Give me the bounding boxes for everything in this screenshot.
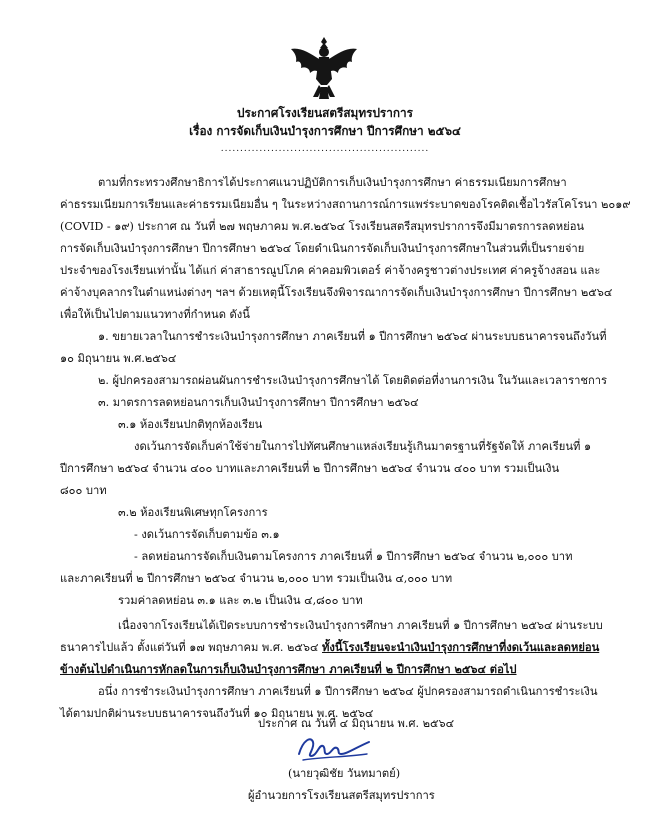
item1-line-1: ๑. ขยายเวลาในการชำระเงินบำรุงการศึกษา ภาคเรียนที่ ๑ ปีการศึกษา ๒๕๖๔ ผ่านระบบธนาคารจนถึงวันที่ [98, 330, 607, 343]
item3-2-bullet-1: - งดเว้นการจัดเก็บตามข้อ ๓.๑ [134, 528, 280, 541]
item2-line: ๒. ผู้ปกครองสามารถผ่อนผันการชำระเงินบำรุงการศึกษาได้ โดยติดต่อที่งานการเงิน ในวันและเวลาราชการ [98, 374, 608, 387]
item3-line: ๓. มาตรการลดหย่อนการเก็บเงินบำรุงการศึกษา ปีการศึกษา ๒๕๖๔ [98, 396, 419, 409]
document-title: ประกาศโรงเรียนสตรีสมุทรปราการ [236, 106, 414, 120]
item3-1-line-2: ปีการศึกษา ๒๕๖๔ จำนวน ๔๐๐ บาทและภาคเรียนที่ ๒ ปีการศึกษา ๒๕๖๔ จำนวน ๔๐๐ บาท รวมเป็นเงิน [60, 462, 560, 475]
item3-1-line-1: งดเว้นการจัดเก็บค่าใช้จ่ายในการไปทัศนศึกษาแหล่งเรียนรู้เกินมาตรฐานที่รัฐจัดให้ ภาคเรียนที่ ๑ [134, 440, 592, 453]
intro-line-4: การจัดเก็บเงินบำรุงการศึกษา ปีการศึกษา ๒๕๖๔ โดยดำเนินการจัดเก็บเงินบำรุงการศึกษาในส่วนที่เป็นรายจ่าย [60, 242, 585, 255]
closing-line-2: ได้ตามปกติผ่านระบบธนาคารจนถึงวันที่ ๑๐ มิถุนายน พ.ศ. ๒๕๖๔ [60, 707, 374, 720]
separator-dots: ...................................................... [220, 144, 430, 154]
refund-line-2 [60, 640, 599, 655]
intro-line-7: เพื่อให้เป็นไปตามแนวทางที่กำหนด ดังนี้ [60, 308, 250, 321]
refund-line-3: ข้างต้นไปดำเนินการหักลดในการเก็บเงินบำรุงการศึกษา ภาคเรียนที่ ๒ ปีการศึกษา ๒๕๖๔ ต่อไป [60, 662, 517, 676]
intro-line-2: ค่าธรรมเนียมการเรียนและค่าธรรมเนียมอื่น ๆ ในระหว่างสถานการณ์การแพร่ระบาดของโรคติดเชื้อไวรัสโคโรนา ๒๐๑๙ [60, 198, 631, 211]
intro-line-5: ประจำของโรงเรียนเท่านั้น ได้แก่ ค่าสาธารณูปโภค ค่าคอมพิวเตอร์ ค่าจ้างครูชาวต่างประเทศ ค่าครูจ้างสอน และ [60, 264, 601, 277]
refund-line-1: เนื่องจากโรงเรียนได้เปิดระบบการชำระเงินบำรุงการศึกษา ภาคเรียนที่ ๑ ปีการศึกษา ๒๕๖๔ ผ่านระบบ [118, 619, 603, 632]
signatory-position: ผู้อำนวยการโรงเรียนสตรีสมุทรปราการ [248, 789, 435, 802]
intro-line-1: ตามที่กระทรวงศึกษาธิการได้ประกาศแนวปฏิบัติการเก็บเงินบำรุงการศึกษา ค่าธรรมเนียมการศึกษา [98, 176, 567, 189]
signatory-name: (นายวุฒิชัย วันทมาตย์) [288, 767, 401, 780]
refund-line-2-normal: ธนาคารไปแล้ว ตั้งแต่วันที่ ๑๗ พฤษภาคม พ.ศ. ๒๕๖๔ [60, 641, 323, 654]
intro-line-6: ค่าจ้างบุคลากรในตำแหน่งต่างๆ ฯลฯ ด้วยเหตุนี้โรงเรียนจึงพิจารณาการจัดเก็บเงินบำรุงการศึกษา ปีการศึกษา ๒๕๖๔ [60, 286, 613, 299]
intro-line-3: (COVID - ๑๙) ประกาศ ณ วันที่ ๒๗ พฤษภาคม พ.ศ.๒๕๖๔ โรงเรียนสตรีสมุทรปราการจึงมีมาตรการลดหย่อน [60, 220, 585, 233]
item3-2-bullet-2: - ลดหย่อนการจัดเก็บเงินตามโครงการ ภาคเรียนที่ ๑ ปีการศึกษา ๒๕๖๔ จำนวน ๒,๐๐๐ บาท [134, 550, 573, 563]
garuda-emblem [288, 33, 360, 103]
document-subject: เรื่อง การจัดเก็บเงินบำรุงการศึกษา ปีการศึกษา ๒๕๖๔ [189, 124, 461, 138]
item3-2-bullet-2-cont: และภาคเรียนที่ ๒ ปีการศึกษา ๒๕๖๔ จำนวน ๒,๐๐๐ บาท รวมเป็นเงิน ๔,๐๐๐ บาท [60, 572, 453, 585]
item3-1-line-3: ๘๐๐ บาท [60, 484, 107, 497]
item3-2-heading: ๓.๒ ห้องเรียนพิเศษทุกโครงการ [118, 506, 268, 519]
item3-2-total: รวมค่าลดหย่อน ๓.๑ และ ๓.๒ เป็นเงิน ๔,๘๐๐ บาท [118, 594, 363, 607]
closing-line-1: อนึ่ง การชำระเงินบำรุงการศึกษา ภาคเรียนที่ ๑ ปีการศึกษา ๒๕๖๔ ผู้ปกครองสามารถดำเนินการชำระเงิน [98, 685, 598, 698]
signature [293, 730, 375, 766]
refund-line-2-bold: ทั้งนี้โรงเรียนจะนำเงินบำรุงการศึกษาที่งดเว้นและลดหย่อน [322, 640, 600, 654]
item3-1-heading: ๓.๑ ห้องเรียนปกติทุกห้องเรียน [118, 418, 263, 431]
item1-line-2: ๑๐ มิถุนายน พ.ศ.๒๕๖๔ [60, 352, 177, 365]
announce-date: ประกาศ ณ วันที่ ๔ มิถุนายน พ.ศ. ๒๕๖๔ [258, 717, 455, 730]
